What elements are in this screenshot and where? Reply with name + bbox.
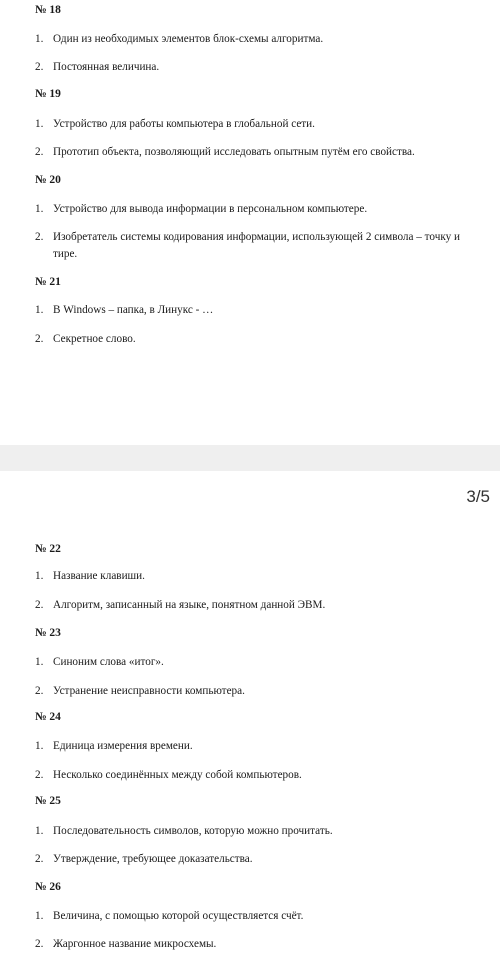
list-item bbox=[35, 936, 475, 953]
item-text: Величина, с помощью которой осуществляется счёт. bbox=[53, 910, 304, 922]
item-text: Жаргонное название микросхемы. bbox=[53, 938, 217, 950]
document-page-upper bbox=[0, 0, 500, 445]
item-text: Синоним слова «итог». bbox=[53, 656, 164, 668]
question-number: № 18 bbox=[35, 4, 61, 16]
item-text: Прототип объекта, позволяющий исследовать опытным путём его свойства. bbox=[53, 146, 415, 158]
item-text: Устранение неисправности компьютера. bbox=[53, 685, 245, 697]
document-page-lower bbox=[0, 471, 500, 978]
item-number: 2. bbox=[35, 231, 44, 243]
item-text: Утверждение, требующее доказательства. bbox=[53, 853, 253, 865]
list-item bbox=[35, 331, 475, 348]
question-number: № 22 bbox=[35, 543, 61, 555]
item-number: 1. bbox=[35, 118, 44, 130]
list-item bbox=[35, 302, 475, 319]
item-text: Название клавиши. bbox=[53, 570, 145, 582]
item-number: 1. bbox=[35, 910, 44, 922]
item-number: 2. bbox=[35, 853, 44, 865]
item-number: 2. bbox=[35, 599, 44, 611]
list-item bbox=[35, 201, 475, 218]
item-text: Постоянная величина. bbox=[53, 61, 160, 73]
item-number: 1. bbox=[35, 33, 44, 45]
item-number: 2. bbox=[35, 685, 44, 697]
question-number: № 26 bbox=[35, 881, 61, 893]
item-number: 2. bbox=[35, 61, 44, 73]
item-text: Несколько соединённых между собой компьютеров. bbox=[53, 769, 302, 781]
list-item bbox=[35, 116, 475, 133]
list-item bbox=[35, 144, 475, 161]
item-text: Единица измерения времени. bbox=[53, 740, 193, 752]
item-number: 1. bbox=[35, 656, 44, 668]
item-number: 2. bbox=[35, 769, 44, 781]
list-item bbox=[35, 31, 475, 48]
item-text: В Windows – папка, в Линукс - … bbox=[53, 304, 214, 316]
list-item bbox=[35, 59, 475, 76]
question-number: № 20 bbox=[35, 174, 61, 186]
list-item bbox=[35, 229, 475, 263]
item-number: 2. bbox=[35, 938, 44, 950]
page-separator bbox=[0, 445, 500, 471]
item-number: 1. bbox=[35, 203, 44, 215]
item-number: 1. bbox=[35, 740, 44, 752]
item-text: Устройство для работы компьютера в глобальной сети. bbox=[53, 118, 315, 130]
item-text: Устройство для вывода информации в персональном компьютере. bbox=[53, 203, 368, 215]
item-text: Алгоритм, записанный на языке, понятном данной ЭВМ. bbox=[53, 599, 326, 611]
list-item bbox=[35, 654, 475, 671]
question-number: № 23 bbox=[35, 627, 61, 639]
list-item bbox=[35, 767, 475, 784]
list-item bbox=[35, 568, 475, 585]
item-text: Изобретатель системы кодирования информации, использующей 2 символа – точку и тире. bbox=[53, 231, 460, 260]
page-indicator: 3/5 bbox=[466, 487, 490, 506]
item-number: 2. bbox=[35, 333, 44, 345]
item-text: Последовательность символов, которую можно прочитать. bbox=[53, 825, 333, 837]
list-item bbox=[35, 738, 475, 755]
question-number: № 25 bbox=[35, 795, 61, 807]
item-text: Один из необходимых элементов блок-схемы алгоритма. bbox=[53, 33, 324, 45]
item-number: 2. bbox=[35, 146, 44, 158]
question-number: № 24 bbox=[35, 711, 61, 723]
item-number: 1. bbox=[35, 304, 44, 316]
question-number: № 21 bbox=[35, 276, 61, 288]
item-number: 1. bbox=[35, 825, 44, 837]
list-item bbox=[35, 823, 475, 840]
list-item bbox=[35, 597, 475, 614]
item-number: 1. bbox=[35, 570, 44, 582]
list-item bbox=[35, 908, 475, 925]
list-item bbox=[35, 851, 475, 868]
item-text: Секретное слово. bbox=[53, 333, 136, 345]
list-item bbox=[35, 683, 475, 700]
question-number: № 19 bbox=[35, 88, 61, 100]
